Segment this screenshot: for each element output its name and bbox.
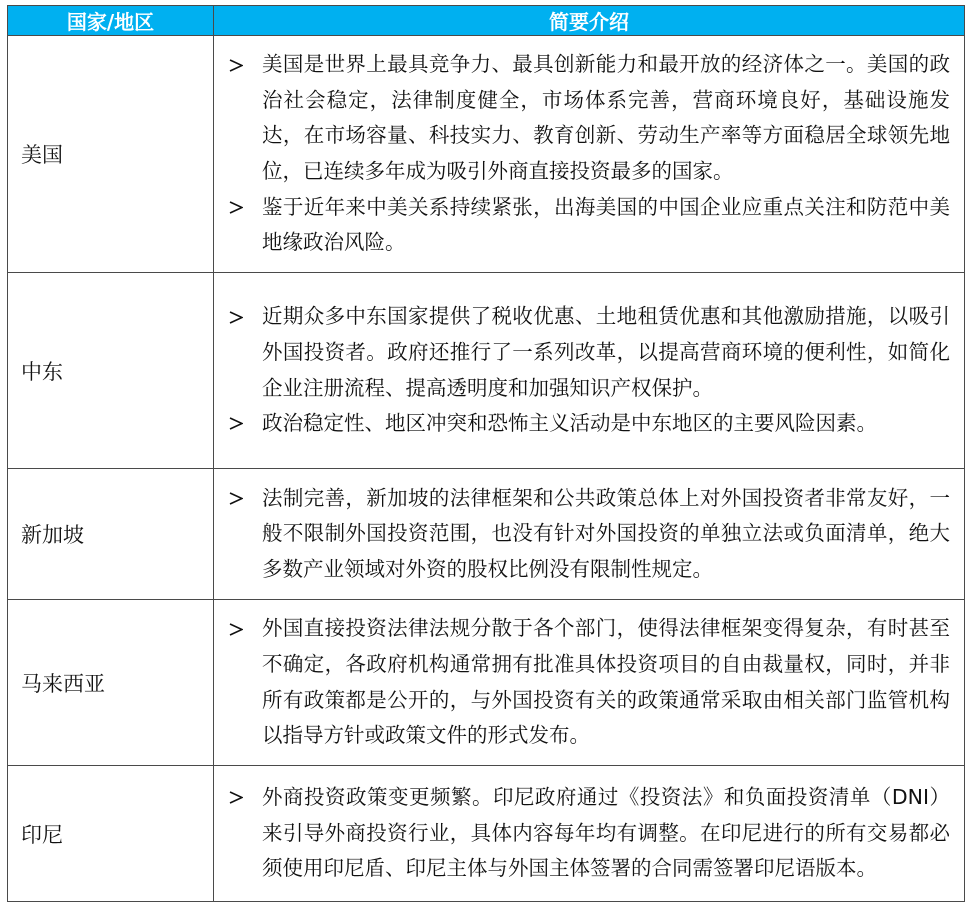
page (7, 5, 964, 902)
country-cell: 中东 (8, 273, 214, 469)
table-header-row (8, 6, 965, 36)
table-row-middle-east (8, 273, 965, 469)
bullet-item (218, 481, 950, 588)
bullet-text: 鉴于近年来中美关系持续紧张，出海美国的中国企业应重点关注和防范中美地缘政治风险。 (262, 194, 950, 255)
summary-cell (214, 36, 965, 273)
arrowhead-bullet-icon (218, 190, 262, 226)
bullet-text: 法制完善，新加坡的法律框架和公共政策总体上对外国投资者非常友好，一般不限制外国投资范围，也没有针对外国投资的单独立法或负面清单，绝大多数产业领域对外资的股权比例没有限制性规定。 (262, 485, 950, 581)
table-row-singapore (8, 469, 965, 600)
arrowhead-bullet-icon (218, 47, 262, 83)
bullet-item (218, 780, 950, 887)
bullet-item (218, 47, 950, 189)
arrowhead-bullet-icon (218, 481, 262, 517)
country-overview-table (7, 5, 965, 902)
bullet-text: 近期众多中东国家提供了税收优惠、土地租赁优惠和其他激励措施，以吸引外国投资者。政府还推行了一系列改革，以提高营商环境的便利性，如简化企业注册流程、提高透明度和加强知识产权保护。 (262, 304, 950, 400)
arrowhead-bullet-icon (218, 299, 262, 335)
summary-cell (214, 600, 965, 766)
table-row-indonesia (8, 766, 965, 902)
table-row-malaysia (8, 600, 965, 766)
bullet-text: 政治稳定性、地区冲突和恐怖主义活动是中东地区的主要风险因素。 (262, 411, 877, 436)
header-summary: 简要介绍 (214, 6, 965, 36)
bullet-text: 外商投资政策变更频繁。印尼政府通过《投资法》和负面投资清单（DNI）来引导外商投资行业，具体内容每年均有调整。在印尼进行的所有交易都必须使用印尼盾、印尼主体与外国主体签署的合同需签署印尼语版本。 (262, 785, 950, 881)
country-cell: 印尼 (8, 766, 214, 902)
bullet-text: 外国直接投资法律法规分散于各个部门，使得法律框架变得复杂，有时甚至不确定，各政府机构通常拥有批准具体投资项目的自由裁量权，同时，并非所有政策都是公开的，与外国投资有关的政策通常采取由相关部门监管机构以指导方针或政策文件的形式发布。 (262, 616, 950, 748)
arrowhead-bullet-icon (218, 780, 262, 816)
arrowhead-bullet-icon (218, 611, 262, 647)
country-cell: 新加坡 (8, 469, 214, 600)
bullet-text: 美国是世界上最具竞争力、最具创新能力和最开放的经济体之一。美国的政治社会稳定，法律制度健全，市场体系完善，营商环境良好，基础设施发达，在市场容量、科技实力、教育创新、劳动生产率等方面稳居全球领先地位，已连续多年成为吸引外商直接投资最多的国家。 (262, 52, 950, 183)
arrowhead-bullet-icon (218, 406, 262, 442)
bullet-item (218, 190, 950, 261)
summary-cell (214, 469, 965, 600)
country-cell: 马来西亚 (8, 600, 214, 766)
bullet-item (218, 299, 950, 406)
header-country: 国家/地区 (8, 6, 214, 36)
summary-cell (214, 273, 965, 469)
table-row-usa (8, 36, 965, 273)
bullet-item (218, 611, 950, 753)
bullet-item (218, 406, 950, 442)
summary-cell (214, 766, 965, 902)
country-cell: 美国 (8, 36, 214, 273)
